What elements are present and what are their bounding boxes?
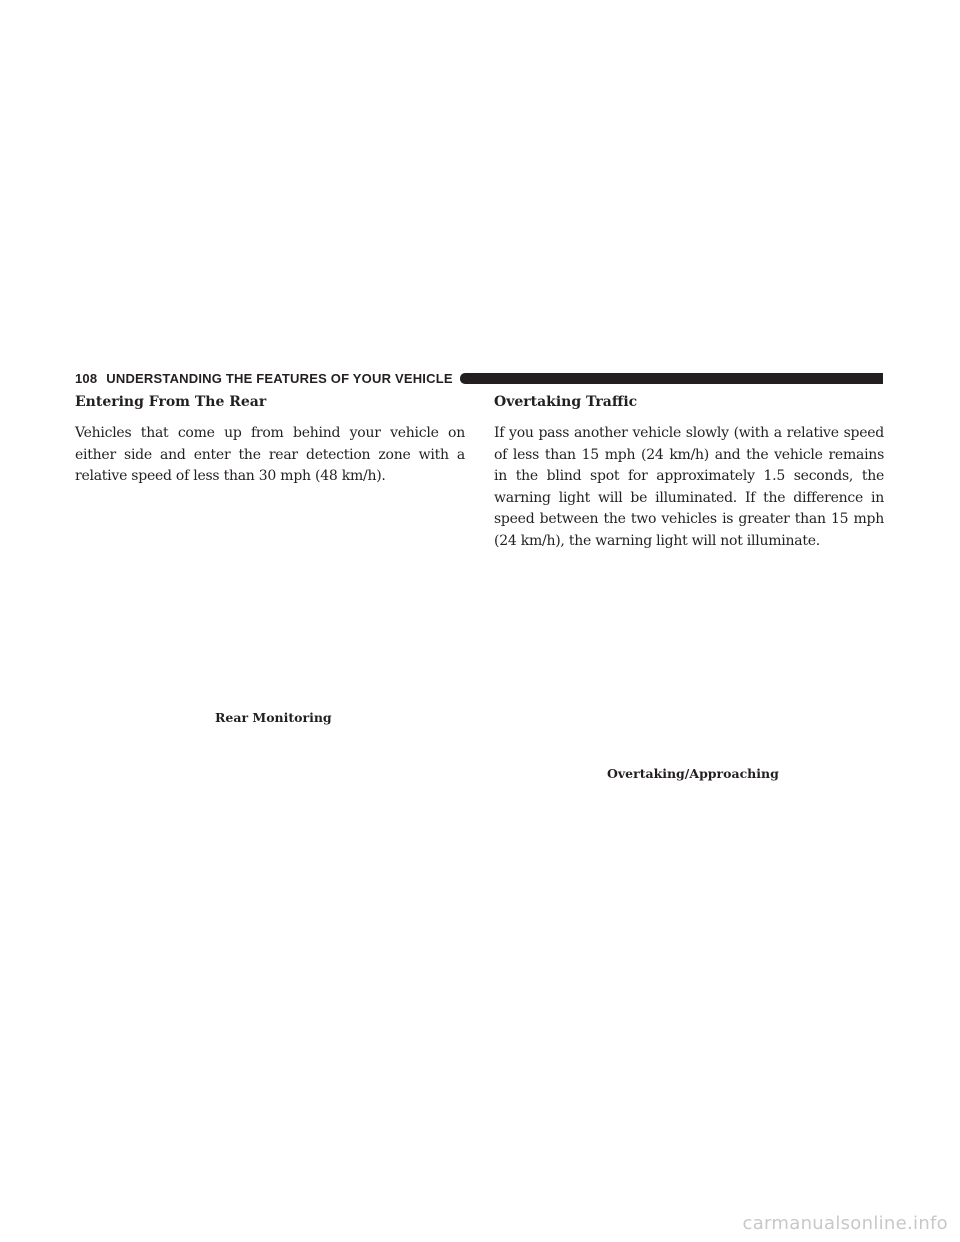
section-title: UNDERSTANDING THE FEATURES OF YOUR VEHICLE <box>106 370 453 386</box>
page-number: 108 <box>75 370 98 386</box>
rear-monitoring-caption: Rear Monitoring <box>215 710 332 725</box>
watermark-text: carmanualsonline.info <box>742 1213 948 1234</box>
header-rule <box>460 373 883 384</box>
overtaking-traffic-body: If you pass another vehicle slowly (with a relative speed of less than 15 mph (24 km/h) and the vehicle remains in the blind spot for approximately 1.5 seconds, the warning light will be illuminated. If the difference in speed between the two vehicles is greater than 15 mph (24 km/h), the warning light will not illuminate. <box>494 425 884 549</box>
page-header <box>75 369 883 387</box>
overtaking-approaching-caption: Overtaking/Approaching <box>607 766 779 781</box>
entering-from-rear-heading: Entering From The Rear <box>75 394 267 410</box>
overtaking-traffic-heading: Overtaking Traffic <box>494 394 638 410</box>
entering-from-rear-body: Vehicles that come up from behind your vehicle on either side and enter the rear detection zone with a relative speed of less than 30 mph (48 km/h). <box>75 425 465 484</box>
left-column <box>75 392 465 488</box>
right-column <box>494 392 884 552</box>
